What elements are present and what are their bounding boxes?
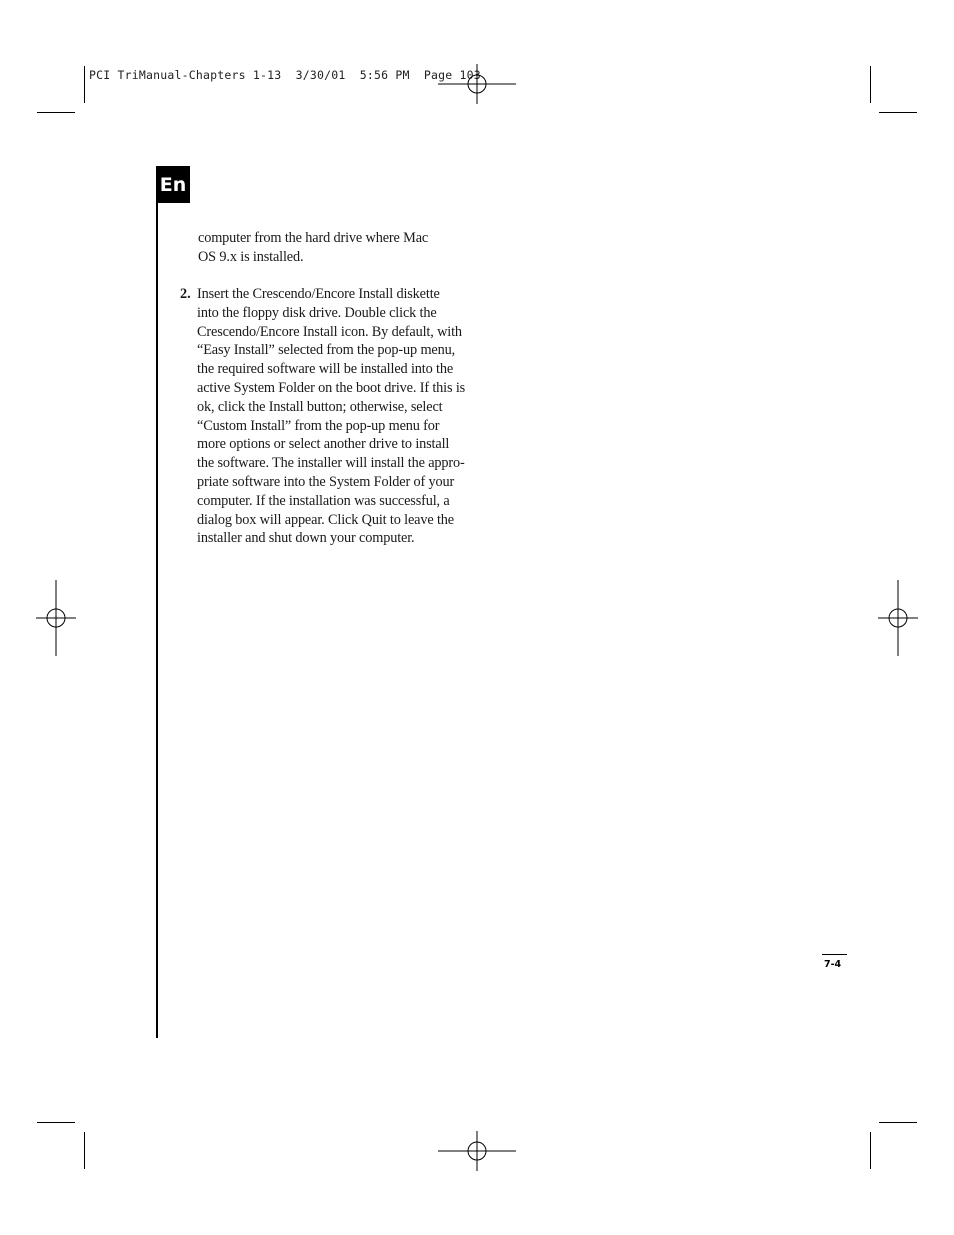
slug-page-label: Page bbox=[423, 68, 453, 82]
print-slug bbox=[89, 68, 481, 82]
page-number: 7-4 bbox=[824, 959, 842, 970]
crop-mark-top-right-horizontal bbox=[879, 112, 917, 113]
page-number-rule bbox=[822, 954, 847, 955]
registration-mark-top bbox=[438, 64, 516, 104]
crop-mark-bottom-left-horizontal bbox=[37, 1122, 75, 1123]
text-line: “Easy Install” selected from the pop-up menu, bbox=[197, 342, 456, 359]
text-line: installer and shut down your computer. bbox=[197, 530, 415, 547]
text-line: Insert the Crescendo/Encore Install diskette bbox=[197, 286, 440, 302]
text-line: computer. If the installation was successful, a bbox=[197, 492, 450, 509]
text-line: computer from the hard drive where Mac bbox=[198, 230, 429, 246]
crop-mark-top-left-horizontal bbox=[37, 112, 75, 113]
step-number: 2. bbox=[180, 286, 191, 302]
text-line: into the floppy disk drive. Double click the bbox=[197, 304, 437, 321]
crop-mark-bottom-left-vertical bbox=[84, 1132, 85, 1169]
slug-page-number: 103 bbox=[459, 68, 481, 82]
crop-mark-top-right-vertical bbox=[870, 66, 871, 103]
text-line: OS 9.x is installed. bbox=[198, 248, 304, 265]
text-line: dialog box will appear. Click Quit to leave the bbox=[197, 511, 454, 528]
text-line: active System Folder on the boot drive. If this is bbox=[197, 379, 466, 396]
slug-file: PCI TriManual-Chapters 1-13 bbox=[89, 68, 282, 82]
registration-mark-right bbox=[878, 580, 918, 656]
registration-mark-bottom bbox=[438, 1131, 516, 1171]
language-tab: En bbox=[156, 166, 190, 203]
margin-rule bbox=[156, 166, 158, 1038]
text-line: Crescendo/Encore Install icon. By default, with bbox=[197, 323, 462, 340]
text-line: the software. The installer will install the appro- bbox=[197, 455, 465, 472]
text-line: ok, click the Install button; otherwise, select bbox=[197, 398, 443, 415]
text-line: more options or select another drive to install bbox=[197, 436, 450, 453]
crop-mark-top-left-vertical bbox=[84, 66, 85, 103]
continued-paragraph bbox=[198, 229, 488, 267]
registration-mark-left bbox=[36, 580, 76, 656]
step-paragraph bbox=[197, 285, 487, 548]
text-line: “Custom Install” from the pop-up menu for bbox=[197, 417, 440, 434]
crop-mark-bottom-right-vertical bbox=[870, 1132, 871, 1169]
slug-date: 3/30/01 bbox=[295, 68, 346, 82]
crop-mark-bottom-right-horizontal bbox=[879, 1122, 917, 1123]
text-line: the required software will be installed into the bbox=[197, 361, 454, 378]
text-line: priate software into the System Folder of your bbox=[197, 473, 455, 490]
slug-time: 5:56 PM bbox=[359, 68, 410, 82]
